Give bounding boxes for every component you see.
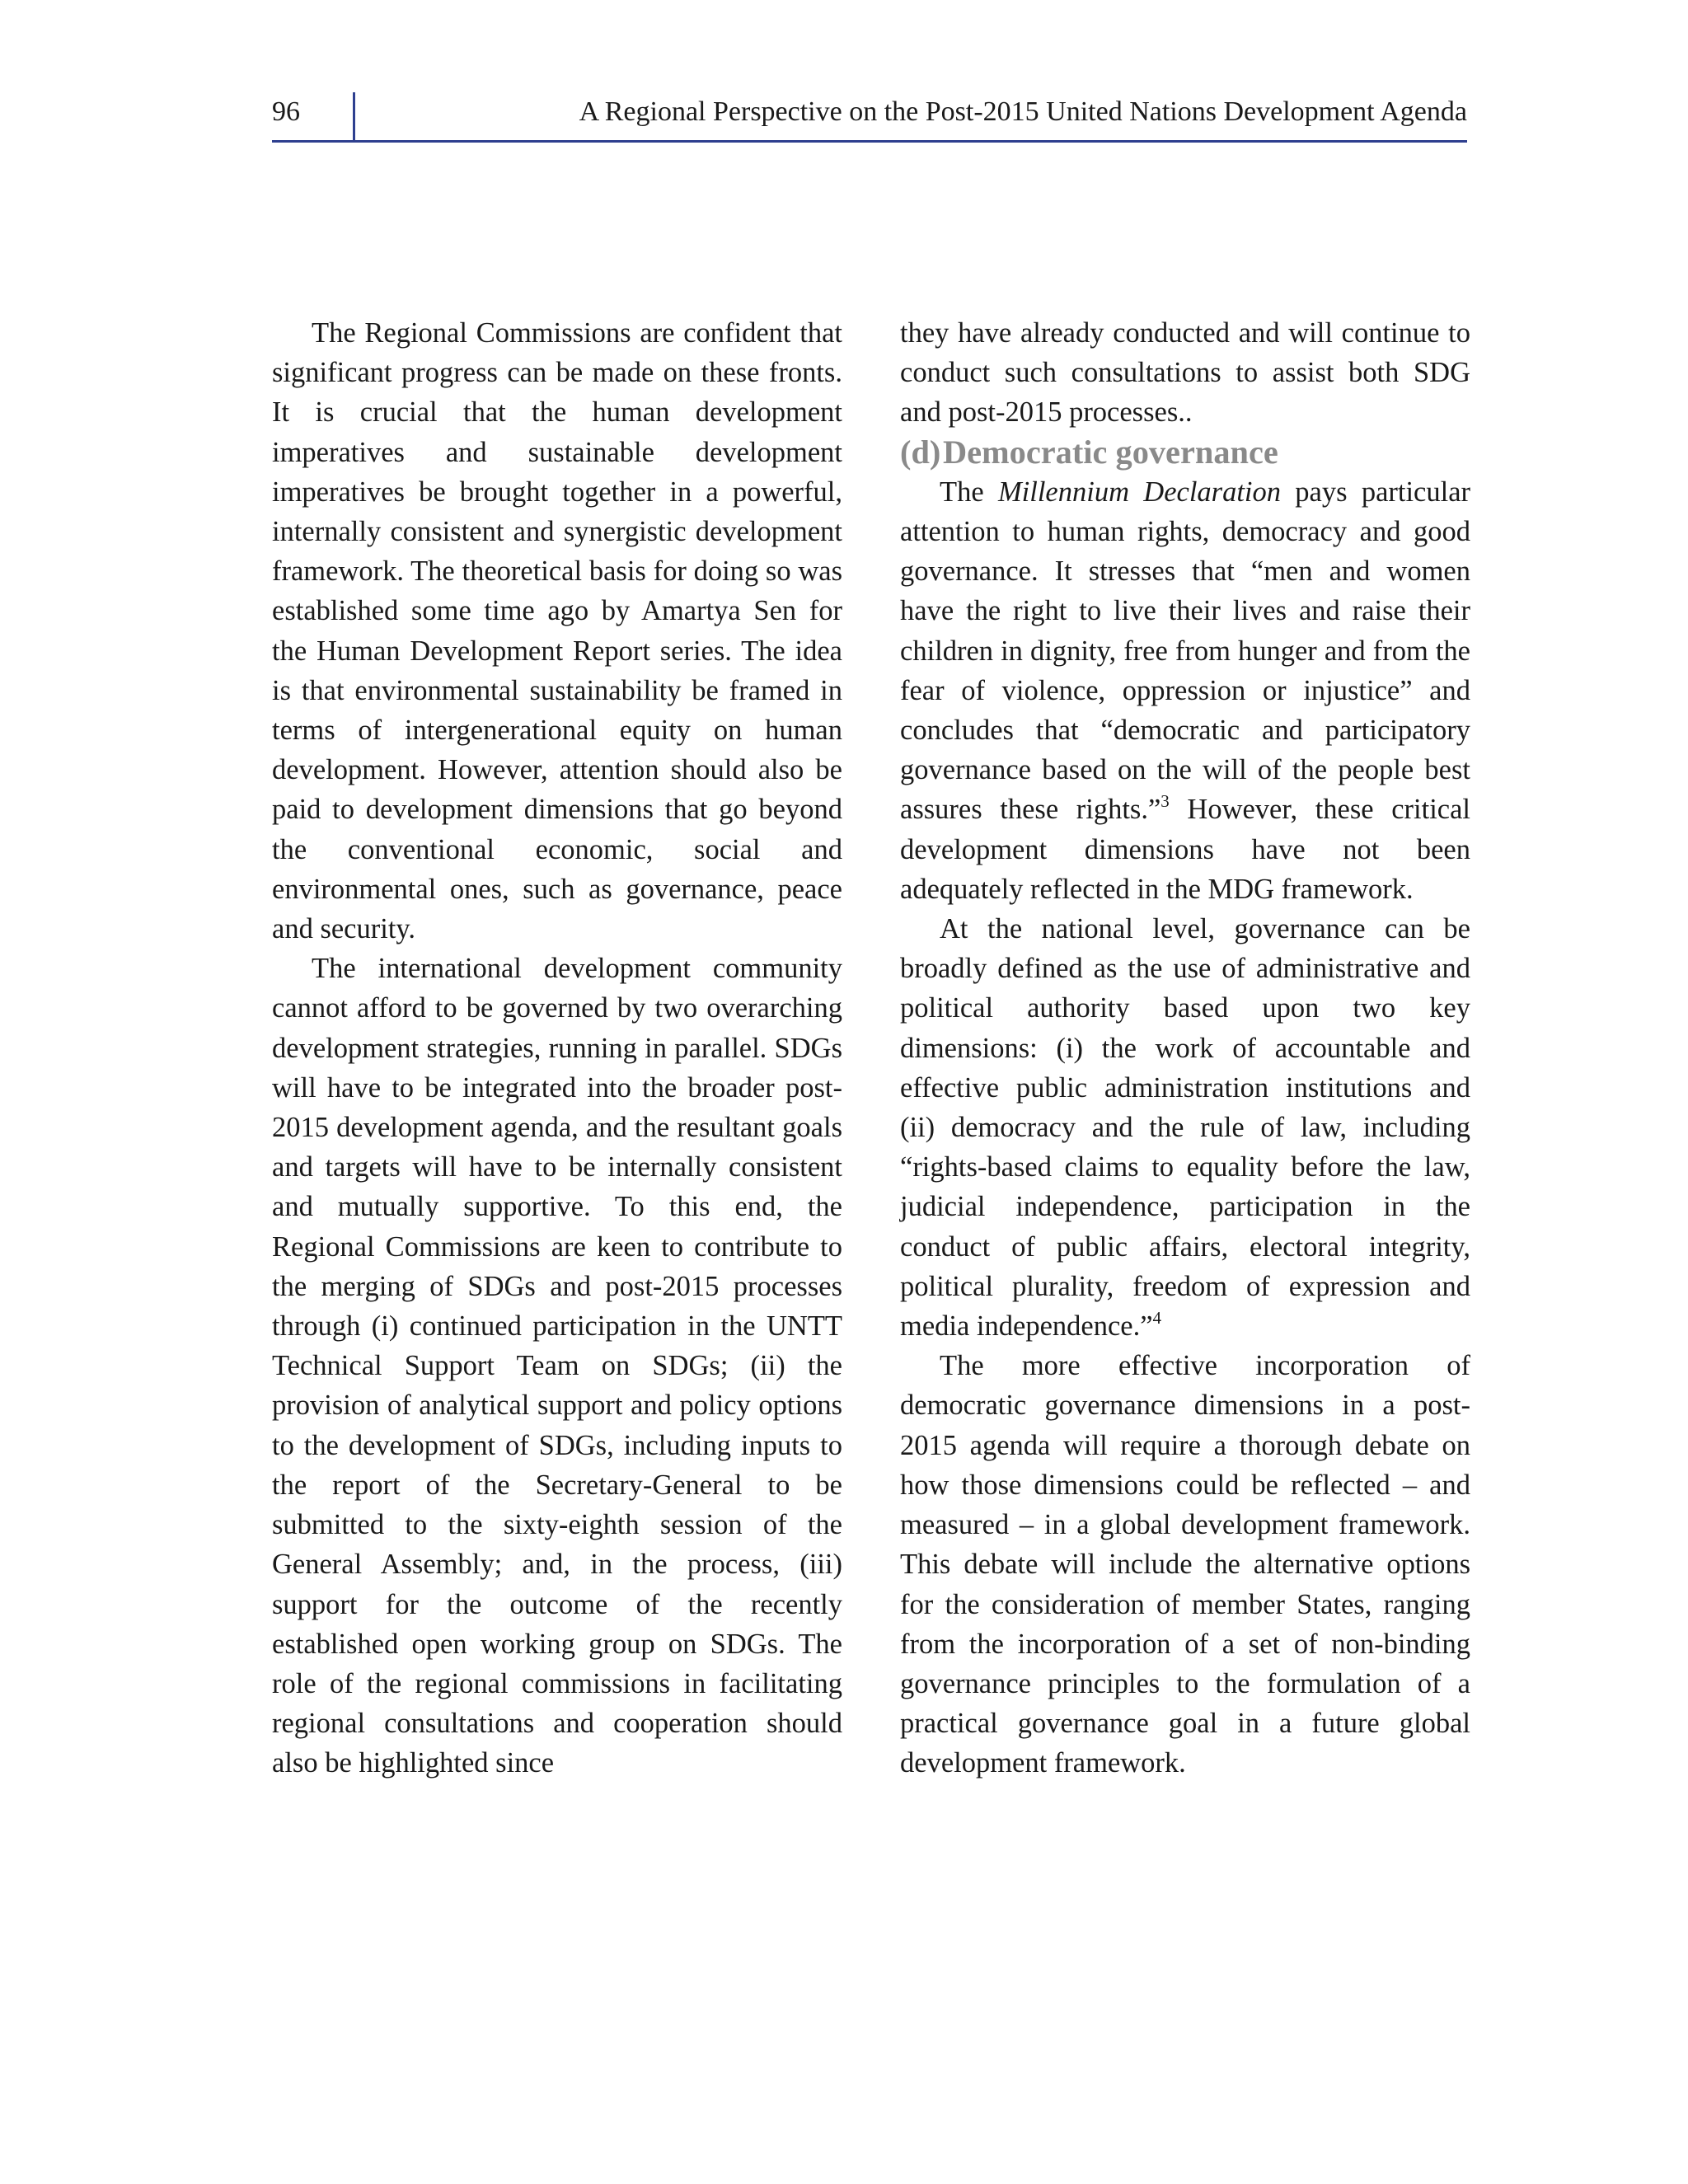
page-number: 96 (272, 96, 300, 127)
section-title: Democratic governance (943, 433, 1278, 471)
paragraph-text: At the national level, governance can be broadly defined as the use of administrative and political authority based upon two key dimensions: (i) the work of accountable and effective public administration institutions and (ii) democracy and the rule of law, including “rights-based claims to equality before the law, judicial independence, participation in the conduct of public affairs, electoral integrity, political plurality, freedom of expression and media independence.” (900, 913, 1470, 1343)
paragraph-text: However, these critical development dimensions have not been adequately reflected in the MDG framework. (900, 794, 1470, 905)
paragraph-effective-incorporation: The more effective incorporation of democratic governance dimensions in a post-2015 agenda will require a thorough debate on how those dimensions could be reflected – and measured – in a global development framework. This debate will include the alternative options for the consideration of member States, ranging from the incorporation of a set of non-binding governance principles to the formulation of a practical governance goal in a future global development framework. (900, 1350, 1470, 1779)
section-heading-democratic-governance (900, 433, 1470, 472)
footnote-marker: 4 (1152, 1308, 1162, 1329)
page-header (272, 92, 1467, 143)
header-divider (353, 92, 355, 140)
paragraph-millennium-declaration (900, 472, 1470, 909)
running-title: A Regional Perspective on the Post-2015 United Nations Development Agenda (579, 96, 1467, 127)
emphasis-millennium-declaration: Millennium Declaration (997, 476, 1282, 508)
paragraph-international-community: The international development community cannot afford to be governed by two overarching development strategies, running in parallel. SDGs will have to be integrated into the broader post-2015 development agenda, and the resultant goals and targets will have to be internally consistent and mutually supportive. To this end, the Regional Commissions are keen to contribute to the merging of SDGs and post-2015 processes through (i) continued participation in the UNTT Technical Support Team on SDGs; (ii) the provision of analytical support and policy options to the development of SDGs, including inputs to the report of the Secretary-General to be submitted to the sixty-eighth session of the General Assembly; and, in the process, (iii) support for the outcome of the recently established open working group on SDGs. The role of the regional commissions in facilitating regional consultations and cooperation should also be highlighted since (272, 953, 842, 1779)
paragraph-national-level (900, 909, 1470, 1346)
paragraph-text: The (940, 476, 998, 508)
paragraph-text: pays particular attention to human rights, democracy and good governance. It stresses that “men and women have the right to live their lives and raise their children in dignity, free from hunger and from the fear of violence, oppression or injustice” and concludes that “democratic and participatory governance based on the will of the people best assures these rights.” (900, 476, 1471, 826)
footnote-marker: 3 (1160, 791, 1170, 812)
section-marker: (d) (900, 433, 941, 471)
right-column (900, 313, 1470, 1783)
left-column (272, 313, 842, 1783)
paragraph-continued: they have already conducted and will continue to conduct such consultations to assist both SDG and post-2015 processes.. (900, 317, 1470, 429)
paragraph-regional-commissions: The Regional Commissions are confident that significant progress can be made on these fronts. It is crucial that the human development imperatives and sustainable development imperatives be brought together in a powerful, internally consistent and synergistic development framework. The theoretical basis for doing so was established some time ago by Amartya Sen for the Human Development Report series. The idea is that environmental sustainability be framed in terms of intergenerational equity on human development. However, attention should also be paid to development dimensions that go beyond the conventional economic, social and environmental ones, such as governance, peace and security. (272, 317, 842, 945)
